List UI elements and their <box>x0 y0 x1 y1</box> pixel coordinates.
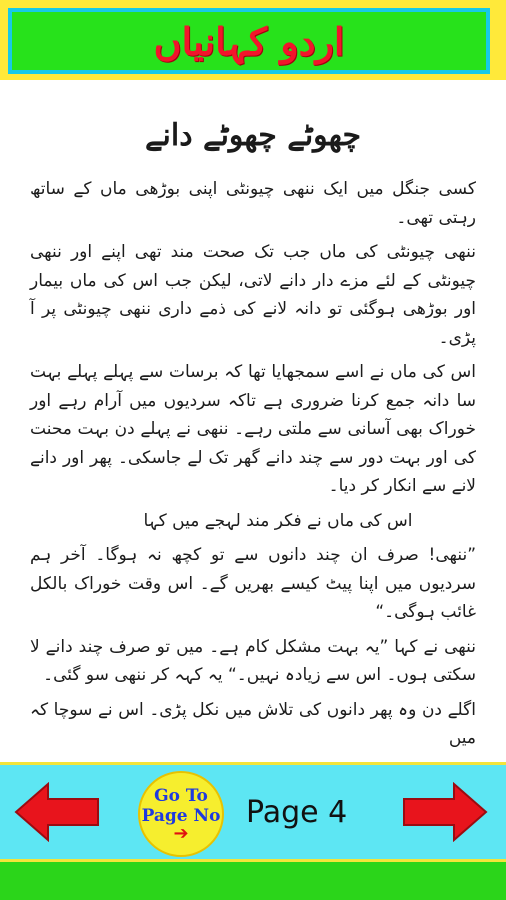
left-arrow-icon <box>14 782 100 842</box>
current-page-label: Page 4 <box>246 795 348 830</box>
go-to-label: Go To <box>154 786 208 806</box>
story-content <box>0 110 506 760</box>
go-to-page-button[interactable] <box>138 771 224 857</box>
next-page-button[interactable] <box>402 782 488 842</box>
story-paragraph: ”ننھی! صرف ان چند دانوں سے تو کچھ نہ ہوگا۔ آخر ہم سردیوں میں اپنا پیٹ کیسے بھریں گے۔ اس وقت خوراک بالکل غائب ہوگی۔“ <box>30 545 476 622</box>
story-paragraph: اگلے دن وہ پھر دانوں کی تلاش میں نکل پڑی۔ اس نے سوچا کہ میں <box>30 699 476 748</box>
header-banner <box>8 8 490 74</box>
story-paragraph: اس کی ماں نے فکر مند لہجے میں کہا <box>143 510 413 531</box>
small-arrow-icon: ➔ <box>173 823 189 844</box>
story-paragraph: ننھی نے کہا ”یہ بہت مشکل کام ہے۔ میں تو صرف چند دانے لا سکتی ہوں۔ اس سے زیادہ نہیں۔“ یہ کہہ کر ننھی سو گئی۔ <box>30 636 476 685</box>
story-paragraph: ننھی چیونٹی کی ماں جب تک صحت مند تھی اپنے اور ننھی چیونٹی کے لئے مزے دار دانے لاتی، لیکن جب اس کی ماں بیمار اور بوڑھی ہوگئی تو دانہ لانے کی ذمے داری ننھی چیونٹی پر آ پڑی۔ <box>30 242 476 348</box>
app-header <box>0 0 506 80</box>
story-paragraph: کسی جنگل میں ایک ننھی چیونٹی اپنی بوڑھی ماں کے ساتھ رہتی تھی۔ <box>30 179 476 228</box>
app-title: اردو کہانیاں <box>153 18 345 64</box>
page-navigation-bar <box>0 762 506 862</box>
previous-page-button[interactable] <box>14 782 100 842</box>
story-title: چھوٹے چھوٹے دانے <box>144 118 362 153</box>
page-no-label: Page No <box>141 806 221 826</box>
right-arrow-icon <box>402 782 488 842</box>
story-paragraph: اس کی ماں نے اسے سمجھایا تھا کہ برسات سے پہلے پہلے بہت سا دانہ جمع کرنا ضروری ہے تاکہ سردیوں میں آرام رہے اور خوراک بھی آسانی سے ملتی رہے۔ ننھی نے پہلے دن بہت محنت کی اور بہت دور سے چند دانے گھر تک لے جاسکی۔ پھر اور دانے لانے سے انکار کر دیا۔ <box>30 362 476 496</box>
footer-strip <box>0 862 506 900</box>
